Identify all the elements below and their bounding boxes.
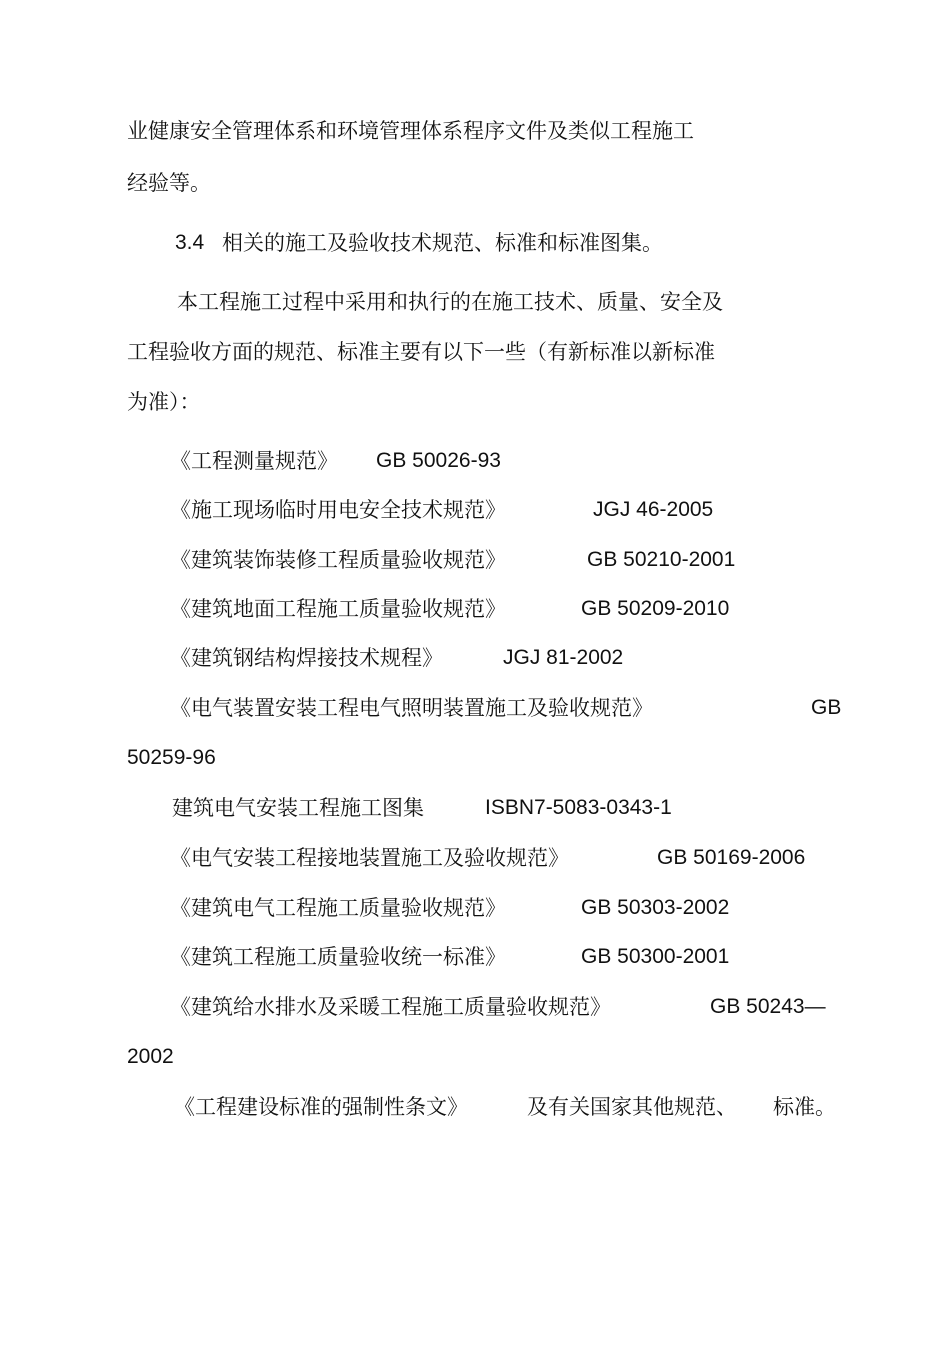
paragraph-line-1: 本工程施工过程中采用和执行的在施工技术、质量、安全及 [177, 290, 723, 314]
standard-title: 《电气装置安装工程电气照明装置施工及验收规范》 [170, 696, 653, 720]
standard-code-continued: 50259-96 [127, 746, 216, 769]
standard-code: GB 50303-2002 [581, 896, 730, 919]
closing-text-end: 标准。 [773, 1095, 836, 1119]
standard-code: ISBN7-5083-0343-1 [485, 796, 672, 819]
standard-code-continued: 2002 [127, 1045, 174, 1068]
standard-title: 《建筑电气工程施工质量验收规范》 [170, 896, 506, 920]
standard-title: 《工程测量规范》 [170, 449, 338, 473]
intro-line-2: 经验等。 [127, 171, 211, 195]
standard-code: GB [811, 696, 842, 719]
standard-title: 《建筑地面工程施工质量验收规范》 [170, 597, 506, 621]
standard-code: GB 50300-2001 [581, 945, 730, 968]
standard-title: 《施工现场临时用电安全技术规范》 [170, 498, 506, 522]
standard-code: GB 50243— [710, 995, 826, 1018]
paragraph-line-2: 工程验收方面的规范、标准主要有以下一些（有新标准以新标准 [127, 340, 715, 364]
intro-line-1: 业健康安全管理体系和环境管理体系程序文件及类似工程施工 [127, 119, 694, 143]
standard-title: 《建筑工程施工质量验收统一标准》 [170, 945, 506, 969]
section-number: 3.4 [175, 231, 205, 254]
standard-code: GB 50169-2006 [657, 846, 806, 869]
standard-code: GB 50026-93 [376, 449, 501, 472]
paragraph-line-3: 为准）： [127, 390, 201, 414]
standard-code: GB 50210-2001 [587, 548, 736, 571]
standard-title: 《建筑钢结构焊接技术规程》 [170, 646, 443, 670]
standard-title: 《建筑给水排水及采暖工程施工质量验收规范》 [170, 995, 611, 1019]
standard-code: GB 50209-2010 [581, 597, 730, 620]
standard-code: JGJ 81-2002 [503, 646, 624, 669]
closing-text: 及有关国家其他规范、 [527, 1095, 737, 1119]
standard-title: 《电气安装工程接地装置施工及验收规范》 [170, 846, 569, 870]
standard-title: 建筑电气安装工程施工图集 [172, 796, 424, 820]
closing-title: 《工程建设标准的强制性条文》 [174, 1095, 468, 1119]
standard-code: JGJ 46-2005 [593, 498, 714, 521]
section-title: 相关的施工及验收技术规范、标准和标准图集。 [222, 231, 663, 255]
standard-title: 《建筑装饰装修工程质量验收规范》 [170, 548, 506, 572]
